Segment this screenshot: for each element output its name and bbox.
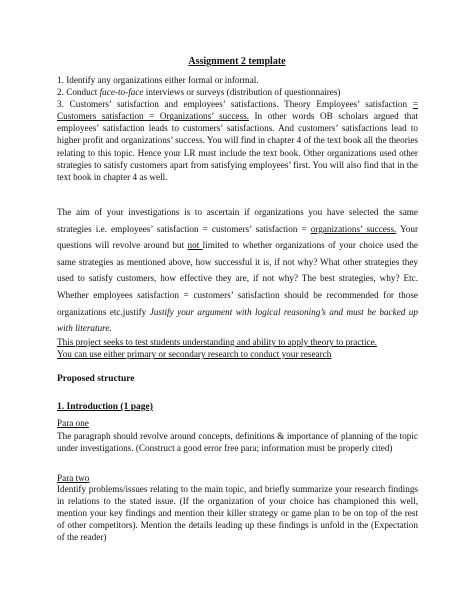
para-one-text: The paragraph should revolve around concepts, definitions & importance of planning of the topic under investigations. (Construct a good error free para; information must be properly cited): [57, 431, 418, 454]
aim-paragraph: The aim of your investigations is to ascertain if organizations you have selected the same strategies i.e. employees’ satisfaction = customers’ satisfaction = organizations’ success. Your questions will revolve around but not limited to whether organizations of your choice used the same strategies as mentioned above, how successful it is, if not why? What other strategies they used to satisfy customers, how effective they are, if not why? The best strategies, why? Etc. Whether employees satisfaction = customers’ satisfaction should be recommended for those organizations etc.justify Justify your argument with logical reasoning’s and must be backed up with literature.: [57, 207, 419, 334]
proposed-structure-heading: Proposed structure: [57, 374, 135, 384]
document-title: Assignment 2 template: [188, 56, 286, 67]
project-line-1: This project seeks to test students understanding and ability to apply theory to practice.: [57, 337, 377, 347]
list-item-1: 1. Identify any organizations either formal or informal.: [57, 75, 259, 85]
task-list: [57, 74, 418, 183]
list-item-2: 2. Conduct face-to-face interviews or surveys (distribution of questionnaires): [57, 87, 341, 98]
para-one-heading: Para one: [57, 418, 89, 428]
introduction-heading: 1. Introduction (1 page): [57, 402, 153, 412]
list-item-3: 3. Customers’ satisfaction and employees’ satisfactions. Theory Employees’ satisfaction = Customers satisfaction = Organizations’ success. In other words OB scholars argued that employees’ satisfaction leads to customers’ satisfactions. And customers’ satisfactions lead to higher profit and organizations’ success. You will find in chapter 4 of the text book all the theories relating to this topic. Hence your LR must include the text book. Other organizations used other strategies to satisfy customers apart from satisfying employees’ first. You will also find that in the text book in chapter 4 as well.: [57, 99, 418, 182]
para-two-text: Identify problems/issues relating to the main topic, and briefly summarize your research findings in relations to the stated issue. (If the organization of your choice has championed this well, mention your key findings and mention their killer strategy or game plan to be on top of the rest of other competitors). Mention the details leading up these findings is unfold in the (Expectation of the reader): [57, 484, 418, 543]
project-note: [57, 336, 418, 360]
para-two-heading: Para two: [57, 473, 90, 483]
project-line-2: You can use either primary or secondary research to conduct your research: [57, 349, 332, 360]
